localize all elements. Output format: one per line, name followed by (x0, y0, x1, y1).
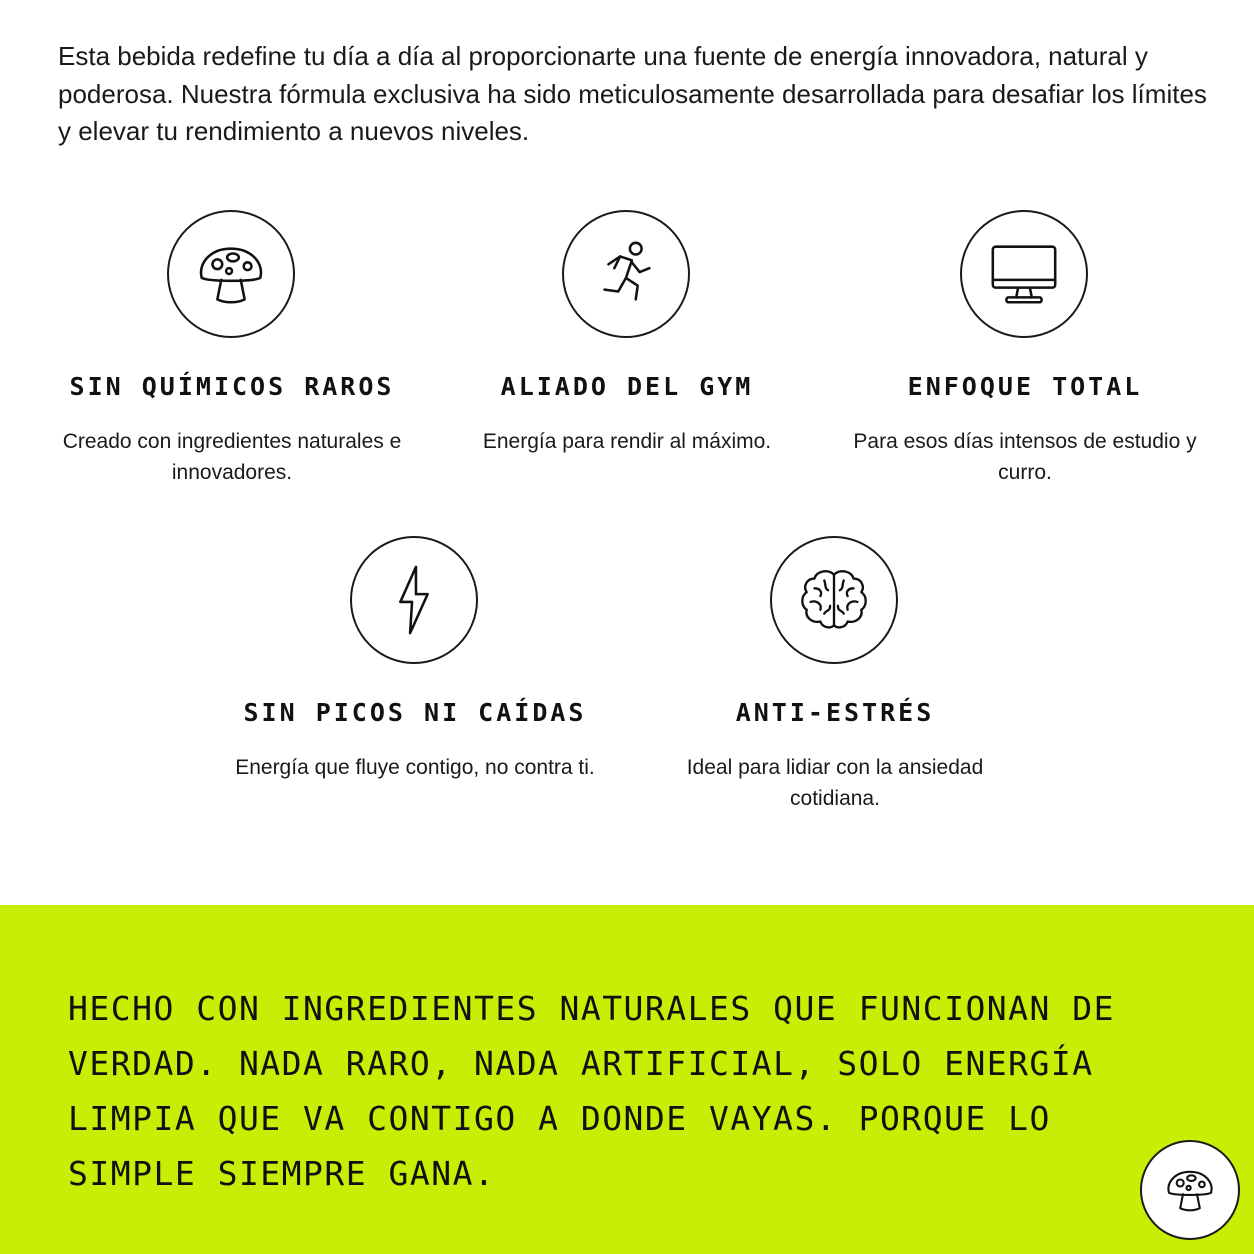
feature-no-crash (205, 536, 625, 816)
feature-title: ENFOQUE TOTAL (907, 372, 1143, 401)
feature-icon-circle (167, 210, 295, 338)
brain-icon (795, 561, 873, 639)
floating-mushroom-button[interactable] (1140, 1140, 1240, 1240)
lightning-icon (375, 561, 453, 639)
feature-title: SIN QUÍMICOS RAROS (69, 372, 395, 401)
feature-icon-circle (770, 536, 898, 664)
feature-gym (417, 210, 837, 490)
feature-description: Creado con ingredientes naturales e innovadores. (62, 430, 402, 484)
feature-description: Para esos días intensos de estudio y curro. (853, 430, 1197, 484)
runner-icon (587, 235, 665, 313)
feature-description: Energía que fluye contigo, no contra ti. (235, 756, 595, 779)
mushroom-icon (1162, 1162, 1218, 1218)
monitor-icon (985, 235, 1063, 313)
feature-description: Ideal para lidiar con la ansiedad cotidiana. (686, 756, 984, 810)
feature-no-chemicals (22, 210, 442, 490)
mushroom-icon (192, 235, 270, 313)
banner-text: HECHO CON INGREDIENTES NATURALES QUE FUNCIONAN DE VERDAD. NADA RARO, NADA ARTIFICIAL, SOLO ENERGÍA LIMPIA QUE VA CONTIGO A DONDE VAYAS. PORQUE LO SIMPLE SIEMPRE GANA. (68, 989, 1116, 1193)
feature-title: ANTI-ESTRÉS (735, 698, 935, 727)
feature-title: SIN PICOS NI CAÍDAS (243, 698, 587, 727)
feature-icon-circle (350, 536, 478, 664)
feature-icon-circle (960, 210, 1088, 338)
feature-anti-stress (625, 536, 1045, 816)
feature-title: ALIADO DEL GYM (500, 372, 754, 401)
feature-focus (815, 210, 1235, 490)
cta-banner (0, 905, 1254, 1254)
intro-text: Esta bebida redefine tu día a día al proporcionarte una fuente de energía innovadora, natural y poderosa. Nuestra fórmula exclusiva ha sido meticulosamente desarrollada para desafiar los límites y elevar tu rendimiento a nuevos niveles. (58, 41, 1207, 146)
feature-description: Energía para rendir al máximo. (482, 430, 772, 453)
feature-icon-circle (562, 210, 690, 338)
